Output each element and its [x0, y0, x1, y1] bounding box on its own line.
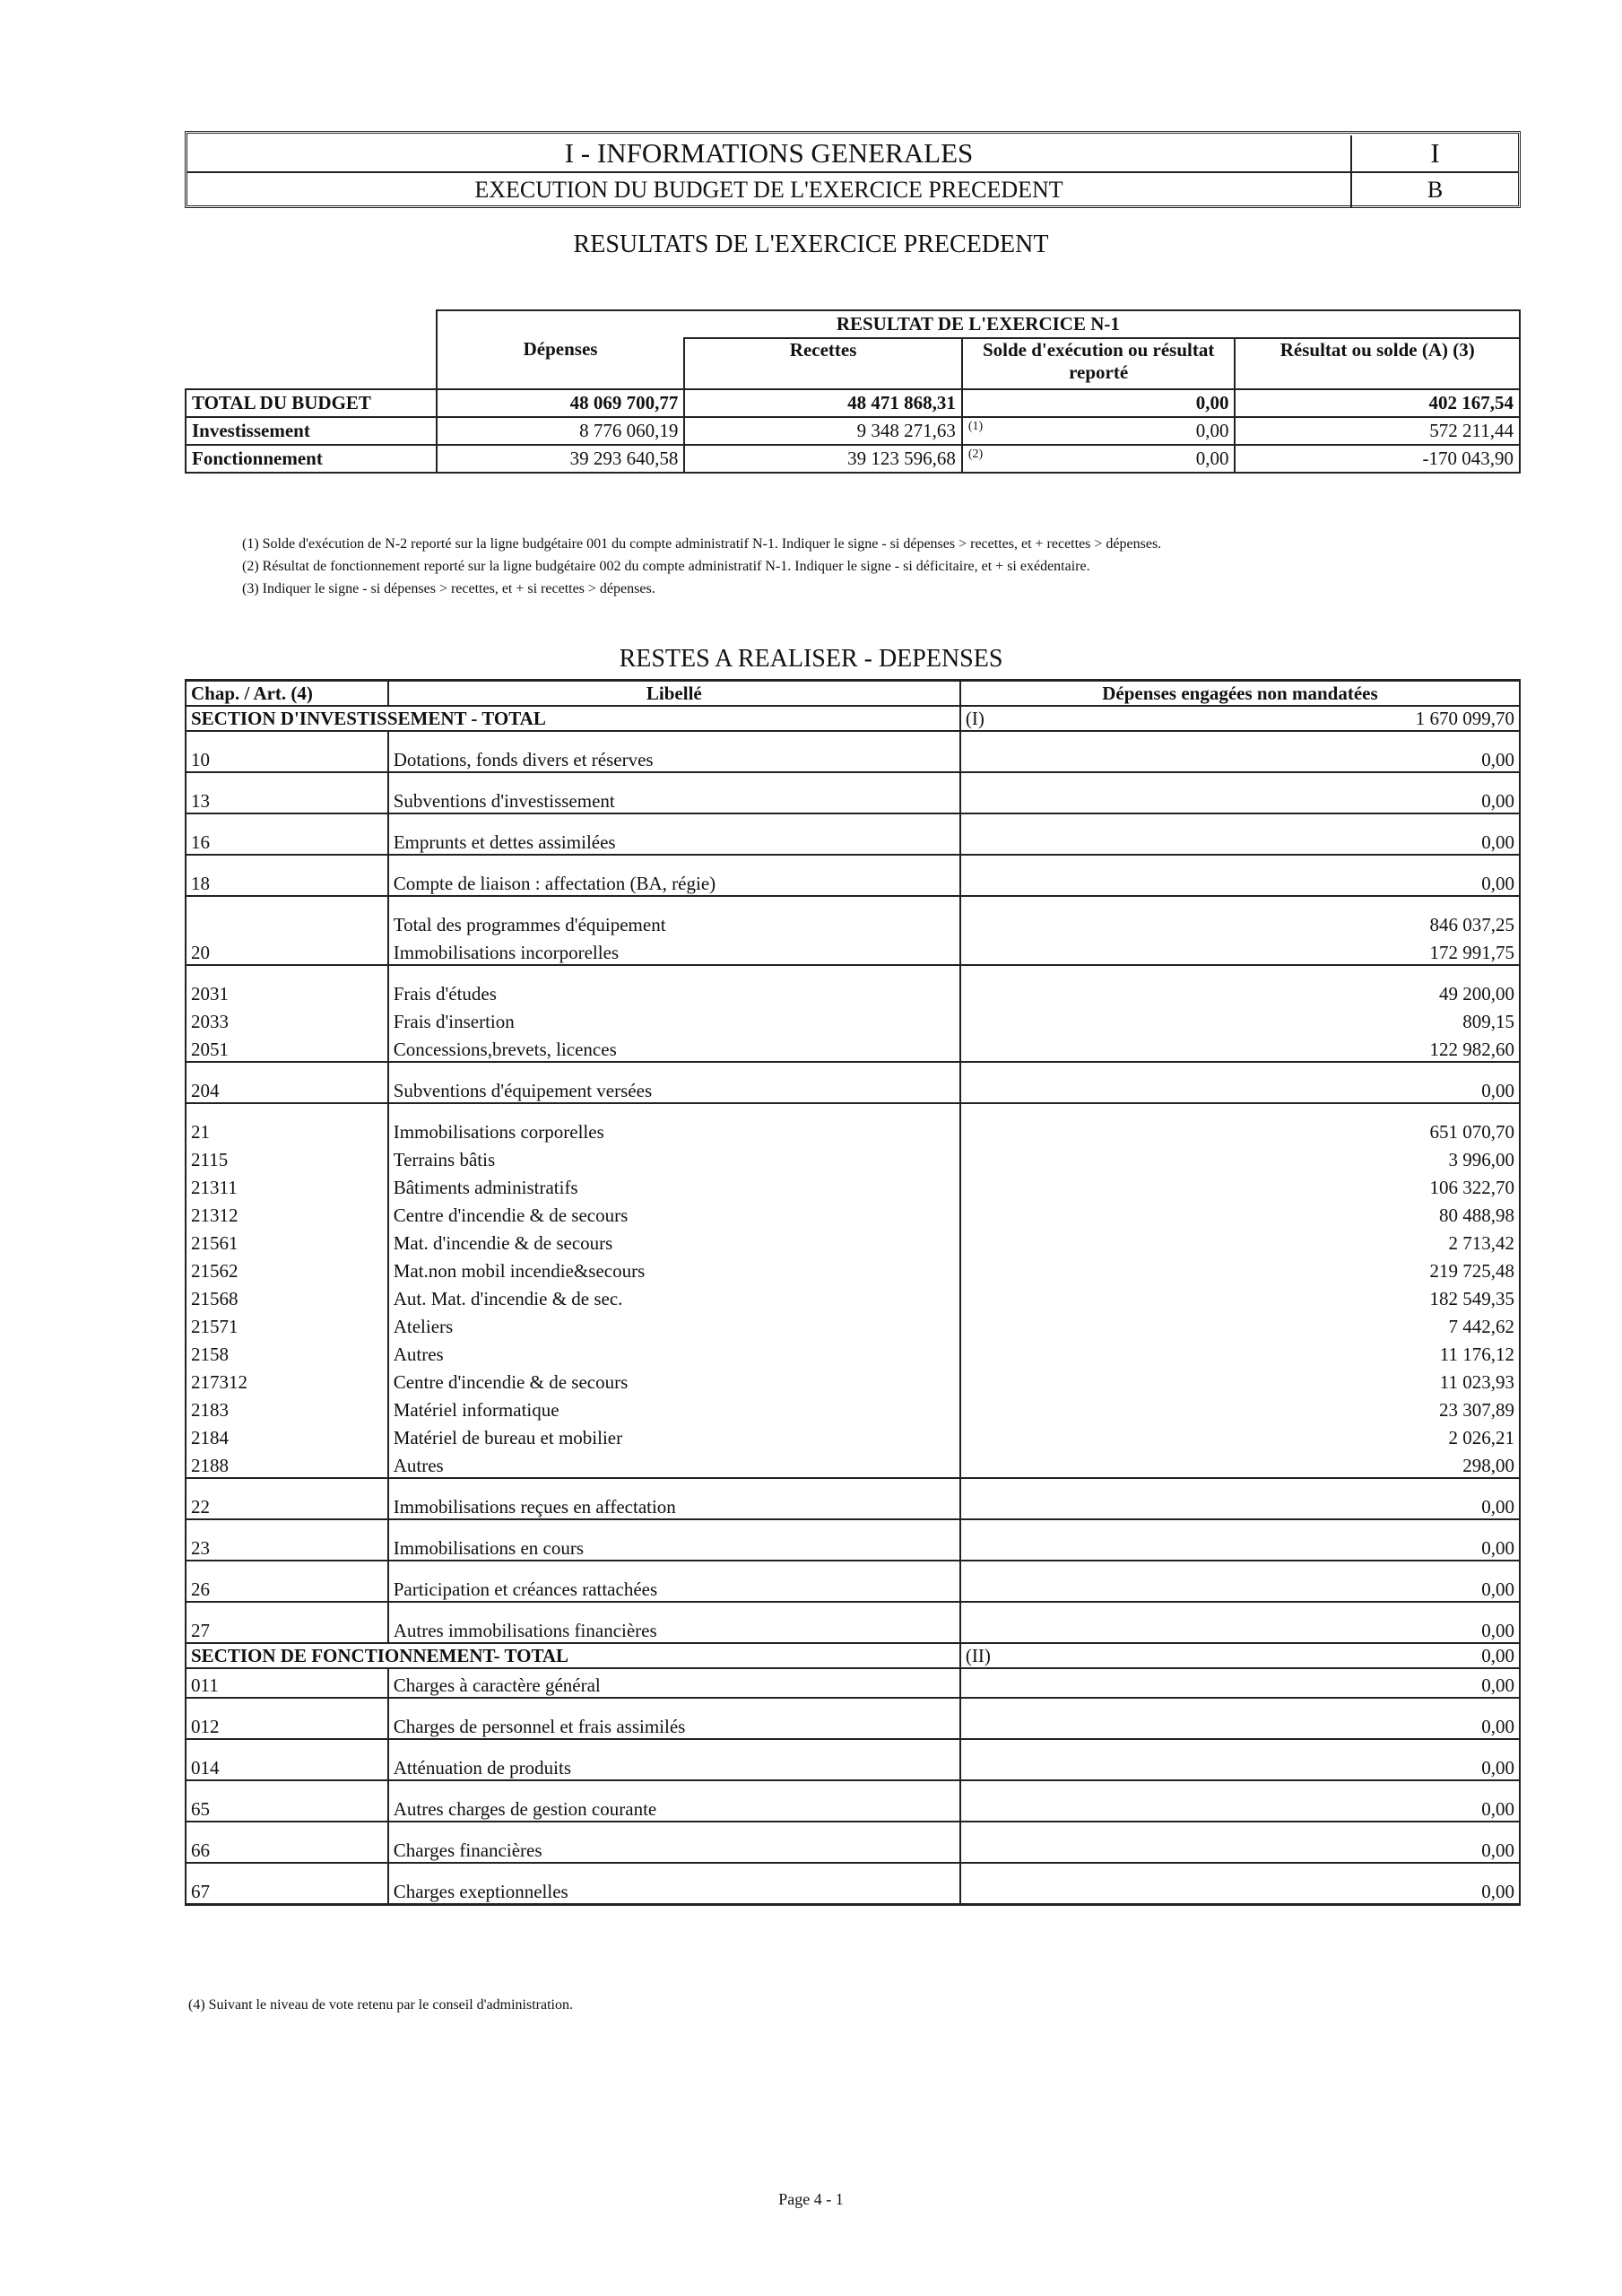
rar-row — [186, 1005, 1520, 1033]
cell-recettes: 9 348 271,63 — [684, 417, 962, 445]
rar-code: 21562 — [186, 1255, 388, 1283]
rar-code: 217312 — [186, 1366, 388, 1394]
rar-amount: 0,00 — [960, 813, 1520, 855]
results-row-total — [186, 389, 1520, 417]
rar-label: Charges exeptionnelles — [388, 1863, 960, 1905]
solde-value: 0,00 — [1195, 420, 1229, 441]
rar-row — [186, 855, 1520, 896]
rar-label: Aut. Mat. d'incendie & de sec. — [388, 1283, 960, 1310]
note-1: (1) Solde d'exécution de N-2 reporté sur la ligne budgétaire 001 du compte administratif N-1. Indiquer le signe - si dépenses > recettes, et + recettes > dépenses. — [242, 536, 1162, 552]
rar-amount: 846 037,25 — [960, 896, 1520, 936]
header-subtitle: EXECUTION DU BUDGET DE L'EXERCICE PRECEDENT — [187, 172, 1352, 208]
rar-amount: 122 982,60 — [960, 1033, 1520, 1062]
rar-row — [186, 1668, 1520, 1698]
rar-label: Mat. d'incendie & de secours — [388, 1227, 960, 1255]
rar-row — [186, 1822, 1520, 1863]
page-number: Page 4 - 1 — [778, 2190, 844, 2208]
rar-label: Matériel informatique — [388, 1394, 960, 1422]
ref-note: (2) — [967, 448, 984, 461]
rar-amount: 11 176,12 — [960, 1338, 1520, 1366]
row-label: Fonctionnement — [186, 445, 437, 473]
rar-code: 011 — [186, 1668, 388, 1698]
rar-code: 22 — [186, 1478, 388, 1519]
rar-label: Emprunts et dettes assimilées — [388, 813, 960, 855]
rar-code: 21312 — [186, 1199, 388, 1227]
rar-label: Bâtiments administratifs — [388, 1171, 960, 1199]
rar-label: Autres immobilisations financières — [388, 1602, 960, 1643]
col-libelle: Libellé — [388, 681, 960, 707]
rar-row — [186, 1519, 1520, 1561]
rar-row — [186, 1144, 1520, 1171]
rar-amount: 0,00 — [960, 1478, 1520, 1519]
solde-value: 0,00 — [1195, 448, 1229, 469]
rar-header-row — [186, 681, 1520, 707]
rar-code: 67 — [186, 1863, 388, 1905]
rar-label: Matériel de bureau et mobilier — [388, 1422, 960, 1449]
rar-amount: 49 200,00 — [960, 965, 1520, 1005]
rar-heading: RESTES A REALISER - DEPENSES — [619, 645, 1003, 673]
rar-label: Terrains bâtis — [388, 1144, 960, 1171]
header-title: I - INFORMATIONS GENERALES — [187, 135, 1352, 171]
rar-footnote: (4) Suivant le niveau de vote retenu par le conseil d'administration. — [188, 1997, 573, 2013]
rar-amount: 809,15 — [960, 1005, 1520, 1033]
rar-amount: 0,00 — [960, 1822, 1520, 1863]
rar-row — [186, 1478, 1520, 1519]
rar-amount: 0,00 — [960, 1062, 1520, 1103]
rar-amount: 0,00 — [960, 772, 1520, 813]
rar-code: 27 — [186, 1602, 388, 1643]
rar-amount: 23 307,89 — [960, 1394, 1520, 1422]
rar-amount: 0,00 — [960, 1780, 1520, 1822]
rar-amount: 0,00 — [960, 1561, 1520, 1602]
cell-depenses: 39 293 640,58 — [437, 445, 685, 473]
rar-row — [186, 1310, 1520, 1338]
cell-depenses: 8 776 060,19 — [437, 417, 685, 445]
rar-amount: 11 023,93 — [960, 1366, 1520, 1394]
rar-code: 26 — [186, 1561, 388, 1602]
section-invest-amount — [960, 706, 1520, 731]
rar-label: Frais d'études — [388, 965, 960, 1005]
results-table — [185, 309, 1521, 474]
cell-recettes: 48 471 868,31 — [684, 389, 962, 417]
section-total: 1 670 099,70 — [1415, 708, 1514, 729]
rar-row — [186, 1863, 1520, 1905]
rar-label: Centre d'incendie & de secours — [388, 1199, 960, 1227]
rar-amount: 0,00 — [960, 855, 1520, 896]
rar-amount: 172 991,75 — [960, 936, 1520, 965]
header-title-code: I — [1430, 137, 1440, 169]
rar-label: Total des programmes d'équipement — [388, 896, 960, 936]
cell-solde: 0,00 — [962, 389, 1236, 417]
col-chap: Chap. / Art. (4) — [186, 681, 388, 707]
rar-row — [186, 1561, 1520, 1602]
col-resultat: Résultat ou solde (A) (3) — [1235, 338, 1520, 389]
rar-code: 21311 — [186, 1171, 388, 1199]
rar-label: Subventions d'équipement versées — [388, 1062, 960, 1103]
cell-resultat: 572 211,44 — [1235, 417, 1520, 445]
section-invest-row — [186, 706, 1520, 731]
cell-resultat: 402 167,54 — [1235, 389, 1520, 417]
header-box — [185, 131, 1521, 208]
rar-code: 21 — [186, 1103, 388, 1144]
results-heading: RESULTATS DE L'EXERCICE PRECEDENT — [573, 230, 1049, 258]
row-label: TOTAL DU BUDGET — [186, 389, 437, 417]
rar-label: Autres — [388, 1338, 960, 1366]
rar-code: 21561 — [186, 1227, 388, 1255]
rar-label: Mat.non mobil incendie&secours — [388, 1255, 960, 1283]
rar-amount: 298,00 — [960, 1449, 1520, 1478]
rar-code: 21568 — [186, 1283, 388, 1310]
rar-label: Immobilisations incorporelles — [388, 936, 960, 965]
header-subtitle-code: B — [1427, 177, 1444, 203]
rar-row — [186, 1780, 1520, 1822]
section-ref: (II) — [965, 1645, 991, 1666]
rar-row — [186, 1602, 1520, 1643]
rar-amount: 0,00 — [960, 1602, 1520, 1643]
rar-label: Immobilisations reçues en affectation — [388, 1478, 960, 1519]
rar-code: 66 — [186, 1822, 388, 1863]
section-fonct-label: SECTION DE FONCTIONNEMENT- TOTAL — [186, 1643, 960, 1668]
cell-resultat: -170 043,90 — [1235, 445, 1520, 473]
col-recettes: Recettes — [684, 338, 962, 389]
rar-row — [186, 1422, 1520, 1449]
rar-amount: 0,00 — [960, 731, 1520, 772]
rar-table — [185, 679, 1521, 1906]
rar-label: Participation et créances rattachées — [388, 1561, 960, 1602]
rar-amount: 80 488,98 — [960, 1199, 1520, 1227]
results-row-invest — [186, 417, 1520, 445]
rar-label: Charges financières — [388, 1822, 960, 1863]
note-2: (2) Résultat de fonctionnement reporté sur la ligne budgétaire 002 du compte administratif N-1. Indiquer le signe - si déficitaire, et + si exédentaire. — [242, 559, 1090, 574]
rar-label: Autres charges de gestion courante — [388, 1780, 960, 1822]
rar-row — [186, 1103, 1520, 1144]
col-montant: Dépenses engagées non mandatées — [960, 681, 1520, 707]
rar-code: 18 — [186, 855, 388, 896]
rar-row — [186, 1394, 1520, 1422]
rar-amount: 182 549,35 — [960, 1283, 1520, 1310]
section-fonct-row — [186, 1643, 1520, 1668]
rar-amount: 0,00 — [960, 1739, 1520, 1780]
rar-label: Atténuation de produits — [388, 1739, 960, 1780]
rar-row — [186, 772, 1520, 813]
rar-row — [186, 1033, 1520, 1062]
rar-row — [186, 1062, 1520, 1103]
ref-note: (1) — [967, 420, 984, 433]
rar-label: Immobilisations corporelles — [388, 1103, 960, 1144]
rar-row — [186, 1227, 1520, 1255]
rar-code: 012 — [186, 1698, 388, 1739]
rar-code: 21571 — [186, 1310, 388, 1338]
cell-solde — [962, 445, 1236, 473]
rar-row — [186, 936, 1520, 965]
col-depenses: Dépenses — [437, 338, 685, 389]
section-total: 0,00 — [1481, 1645, 1514, 1666]
cell-solde — [962, 417, 1236, 445]
rar-amount: 0,00 — [960, 1519, 1520, 1561]
cell-depenses: 48 069 700,77 — [437, 389, 685, 417]
rar-row — [186, 896, 1520, 936]
rar-row — [186, 1739, 1520, 1780]
rar-code: 2031 — [186, 965, 388, 1005]
rar-row — [186, 1255, 1520, 1283]
rar-code: 2033 — [186, 1005, 388, 1033]
rar-label: Charges à caractère général — [388, 1668, 960, 1698]
rar-amount: 2 026,21 — [960, 1422, 1520, 1449]
rar-code: 13 — [186, 772, 388, 813]
rar-label: Compte de liaison : affectation (BA, régie) — [388, 855, 960, 896]
rar-row — [186, 965, 1520, 1005]
rar-code: 10 — [186, 731, 388, 772]
note-3: (3) Indiquer le signe - si dépenses > recettes, et + si recettes > dépenses. — [242, 581, 655, 596]
results-notes — [242, 533, 1161, 600]
section-invest-label: SECTION D'INVESTISSEMENT - TOTAL — [186, 706, 960, 731]
rar-code: 014 — [186, 1739, 388, 1780]
rar-amount: 2 713,42 — [960, 1227, 1520, 1255]
rar-amount: 7 442,62 — [960, 1310, 1520, 1338]
results-row-fonct — [186, 445, 1520, 473]
cell-recettes: 39 123 596,68 — [684, 445, 962, 473]
rar-amount: 0,00 — [960, 1863, 1520, 1905]
rar-row — [186, 1698, 1520, 1739]
rar-row — [186, 1199, 1520, 1227]
rar-amount: 106 322,70 — [960, 1171, 1520, 1199]
rar-label: Ateliers — [388, 1310, 960, 1338]
rar-code: 2158 — [186, 1338, 388, 1366]
rar-label: Centre d'incendie & de secours — [388, 1366, 960, 1394]
rar-row — [186, 1283, 1520, 1310]
rar-code — [186, 896, 388, 936]
rar-amount: 219 725,48 — [960, 1255, 1520, 1283]
rar-code: 2051 — [186, 1033, 388, 1062]
rar-row — [186, 731, 1520, 772]
rar-code: 2183 — [186, 1394, 388, 1422]
rar-code: 65 — [186, 1780, 388, 1822]
rar-row — [186, 813, 1520, 855]
rar-row — [186, 1366, 1520, 1394]
rar-amount: 0,00 — [960, 1668, 1520, 1698]
section-fonct-amount — [960, 1643, 1520, 1668]
section-ref: (I) — [965, 708, 984, 729]
rar-label: Immobilisations en cours — [388, 1519, 960, 1561]
rar-label: Charges de personnel et frais assimilés — [388, 1698, 960, 1739]
rar-code: 20 — [186, 936, 388, 965]
col-solde: Solde d'exécution ou résultat reporté — [962, 338, 1236, 389]
rar-row — [186, 1449, 1520, 1478]
rar-code: 2188 — [186, 1449, 388, 1478]
rar-code: 204 — [186, 1062, 388, 1103]
rar-row — [186, 1171, 1520, 1199]
rar-label: Subventions d'investissement — [388, 772, 960, 813]
results-group-header: RESULTAT DE L'EXERCICE N-1 — [437, 310, 1520, 338]
rar-code: 16 — [186, 813, 388, 855]
rar-amount: 651 070,70 — [960, 1103, 1520, 1144]
rar-label: Frais d'insertion — [388, 1005, 960, 1033]
rar-amount: 3 996,00 — [960, 1144, 1520, 1171]
rar-code: 23 — [186, 1519, 388, 1561]
rar-code: 2184 — [186, 1422, 388, 1449]
rar-code: 2115 — [186, 1144, 388, 1171]
row-label: Investissement — [186, 417, 437, 445]
rar-amount: 0,00 — [960, 1698, 1520, 1739]
rar-label: Autres — [388, 1449, 960, 1478]
rar-label: Dotations, fonds divers et réserves — [388, 731, 960, 772]
rar-row — [186, 1338, 1520, 1366]
rar-label: Concessions,brevets, licences — [388, 1033, 960, 1062]
